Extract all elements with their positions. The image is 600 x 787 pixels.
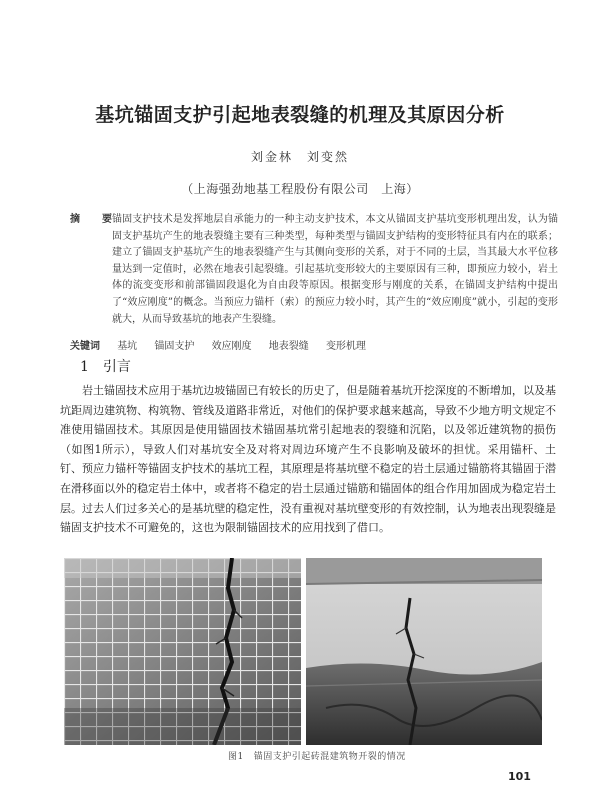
keywords-line <box>70 337 558 352</box>
section-number: 1 <box>80 359 89 375</box>
figure-photo-ground-crack <box>306 558 542 745</box>
abstract-label: 摘 要 <box>70 214 118 225</box>
figure-number: 图1 <box>228 752 244 762</box>
figure-caption <box>228 749 406 762</box>
article-title: 基坑锚固支护引起地表裂缝的机理及其原因分析 <box>95 104 505 126</box>
figure-caption-text: 锚固支护引起砖混建筑物开裂的情况 <box>253 752 406 762</box>
figure-photo-cracked-wall <box>64 558 301 745</box>
section-heading <box>80 356 131 376</box>
body-paragraph: 岩土锚固技术应用于基坑边坡锚固已有较长的历史了，但是随着基坑开挖深度的不断增加，以及基坑距周边建筑物、构筑物、管线及道路非常近，对他们的保护要求越来越高，导致不少地方明文规定不准使用锚固技术。其原因是使用锚固技术锚固基坑常引起地表的裂缝和沉陷，以及邻近建筑物的损伤（如图1所示），导致人们对基坑安全及对将对周边环境产生不良影响及破坏的担忧。采用锚杆、土钉、预应力锚杆等锚固支护技术的基坑工程，其原理是将基坑壁不稳定的岩土层通过锚筋将其锚固于潜在滑移面以外的稳定岩土体中，或者将不稳定的岩土层通过锚筋和锚固体的组合作用加固成为稳定岩土层。过去人们过多关心的是基坑壁的稳定性，没有重视对基坑壁变形的有效控制，认为地表出现裂缝是锚固支护技术不可避免的，这也为限制锚固技术的应用找到了借口。 <box>60 384 556 535</box>
section-title: 引言 <box>102 359 131 375</box>
keyword: 基坑 <box>117 341 138 352</box>
article-authors: 刘金林 刘变然 <box>250 150 349 164</box>
keywords-label: 关键词 <box>70 341 100 352</box>
keyword: 变形机理 <box>325 341 366 352</box>
keyword: 效应刚度 <box>211 341 252 352</box>
abstract-block <box>70 212 558 328</box>
keyword: 地表裂缝 <box>268 341 309 352</box>
abstract-text: 锚固支护技术是发挥地层自承能力的一种主动支护技术，本文从锚固支护基坑变形机理出发，认为锚固支护基坑产生的地表裂缝主要有三种类型，每种类型与锚固支护结构的变形特征具有内在的联系；建立了锚固支护基坑产生的地表裂缝产生与其侧向变形的关系，对于不同的土层，当其最大水平位移量达到一定值时，必然在地表引起裂缝。引起基坑变形较大的主要原因有三种，即预应力较小，岩土体的流变变形和前部锚固段退化为自由段等原因。根据变形与刚度的关系，在锚固支护结构中提出了“效应刚度”的概念。当预应力锚杆（索）的预应力较小时，其产生的“效应刚度”就小，引起的变形就大，从而导致基坑的地表产生裂缝。 <box>112 214 558 325</box>
author-affiliation: （上海强劲地基工程股份有限公司 上海） <box>181 182 419 196</box>
page-number: 101 <box>508 770 531 783</box>
keyword: 锚固支护 <box>154 341 195 352</box>
